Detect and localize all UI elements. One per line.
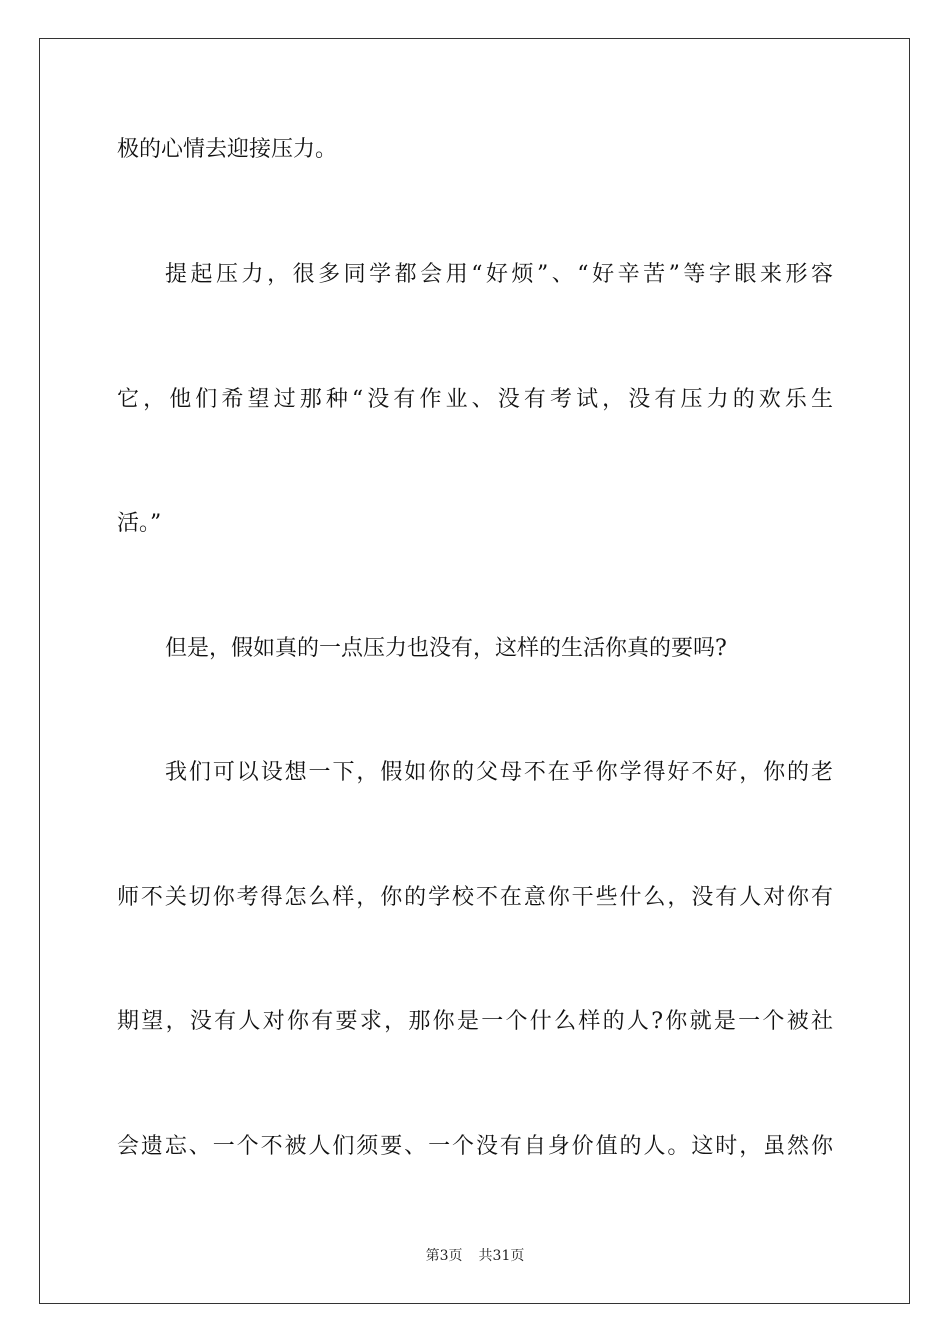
- paragraph-line: 我们可以设想一下，假如你的父母不在乎你学得好不好，你的老: [165, 760, 833, 785]
- paragraph-line: 提起压力，很多同学都会用“好烦”、“好辛苦”等字眼来形容: [165, 262, 833, 287]
- page-total: 共31页: [478, 1248, 525, 1264]
- paragraph-line: 它，他们希望过那种“没有作业、没有考试，没有压力的欢乐生: [117, 387, 833, 412]
- paragraph-line: 活。”: [117, 511, 162, 536]
- page-border: [39, 38, 910, 1304]
- paragraph-line: 会遗忘、一个不被人们须要、一个没有自身价值的人。这时，虽然你: [117, 1134, 833, 1159]
- paragraph-line: 期望，没有人对你有要求，那你是一个什么样的人?你就是一个被社: [117, 1009, 833, 1034]
- page-footer: [0, 1246, 950, 1266]
- paragraph-line: 极的心情去迎接压力。: [117, 137, 338, 162]
- paragraph-line: 但是，假如真的一点压力也没有，这样的生活你真的要吗?: [165, 636, 727, 661]
- paragraph-line: 师不关切你考得怎么样，你的学校不在意你干些什么，没有人对你有: [117, 885, 833, 910]
- page-number: 第3页: [425, 1248, 463, 1264]
